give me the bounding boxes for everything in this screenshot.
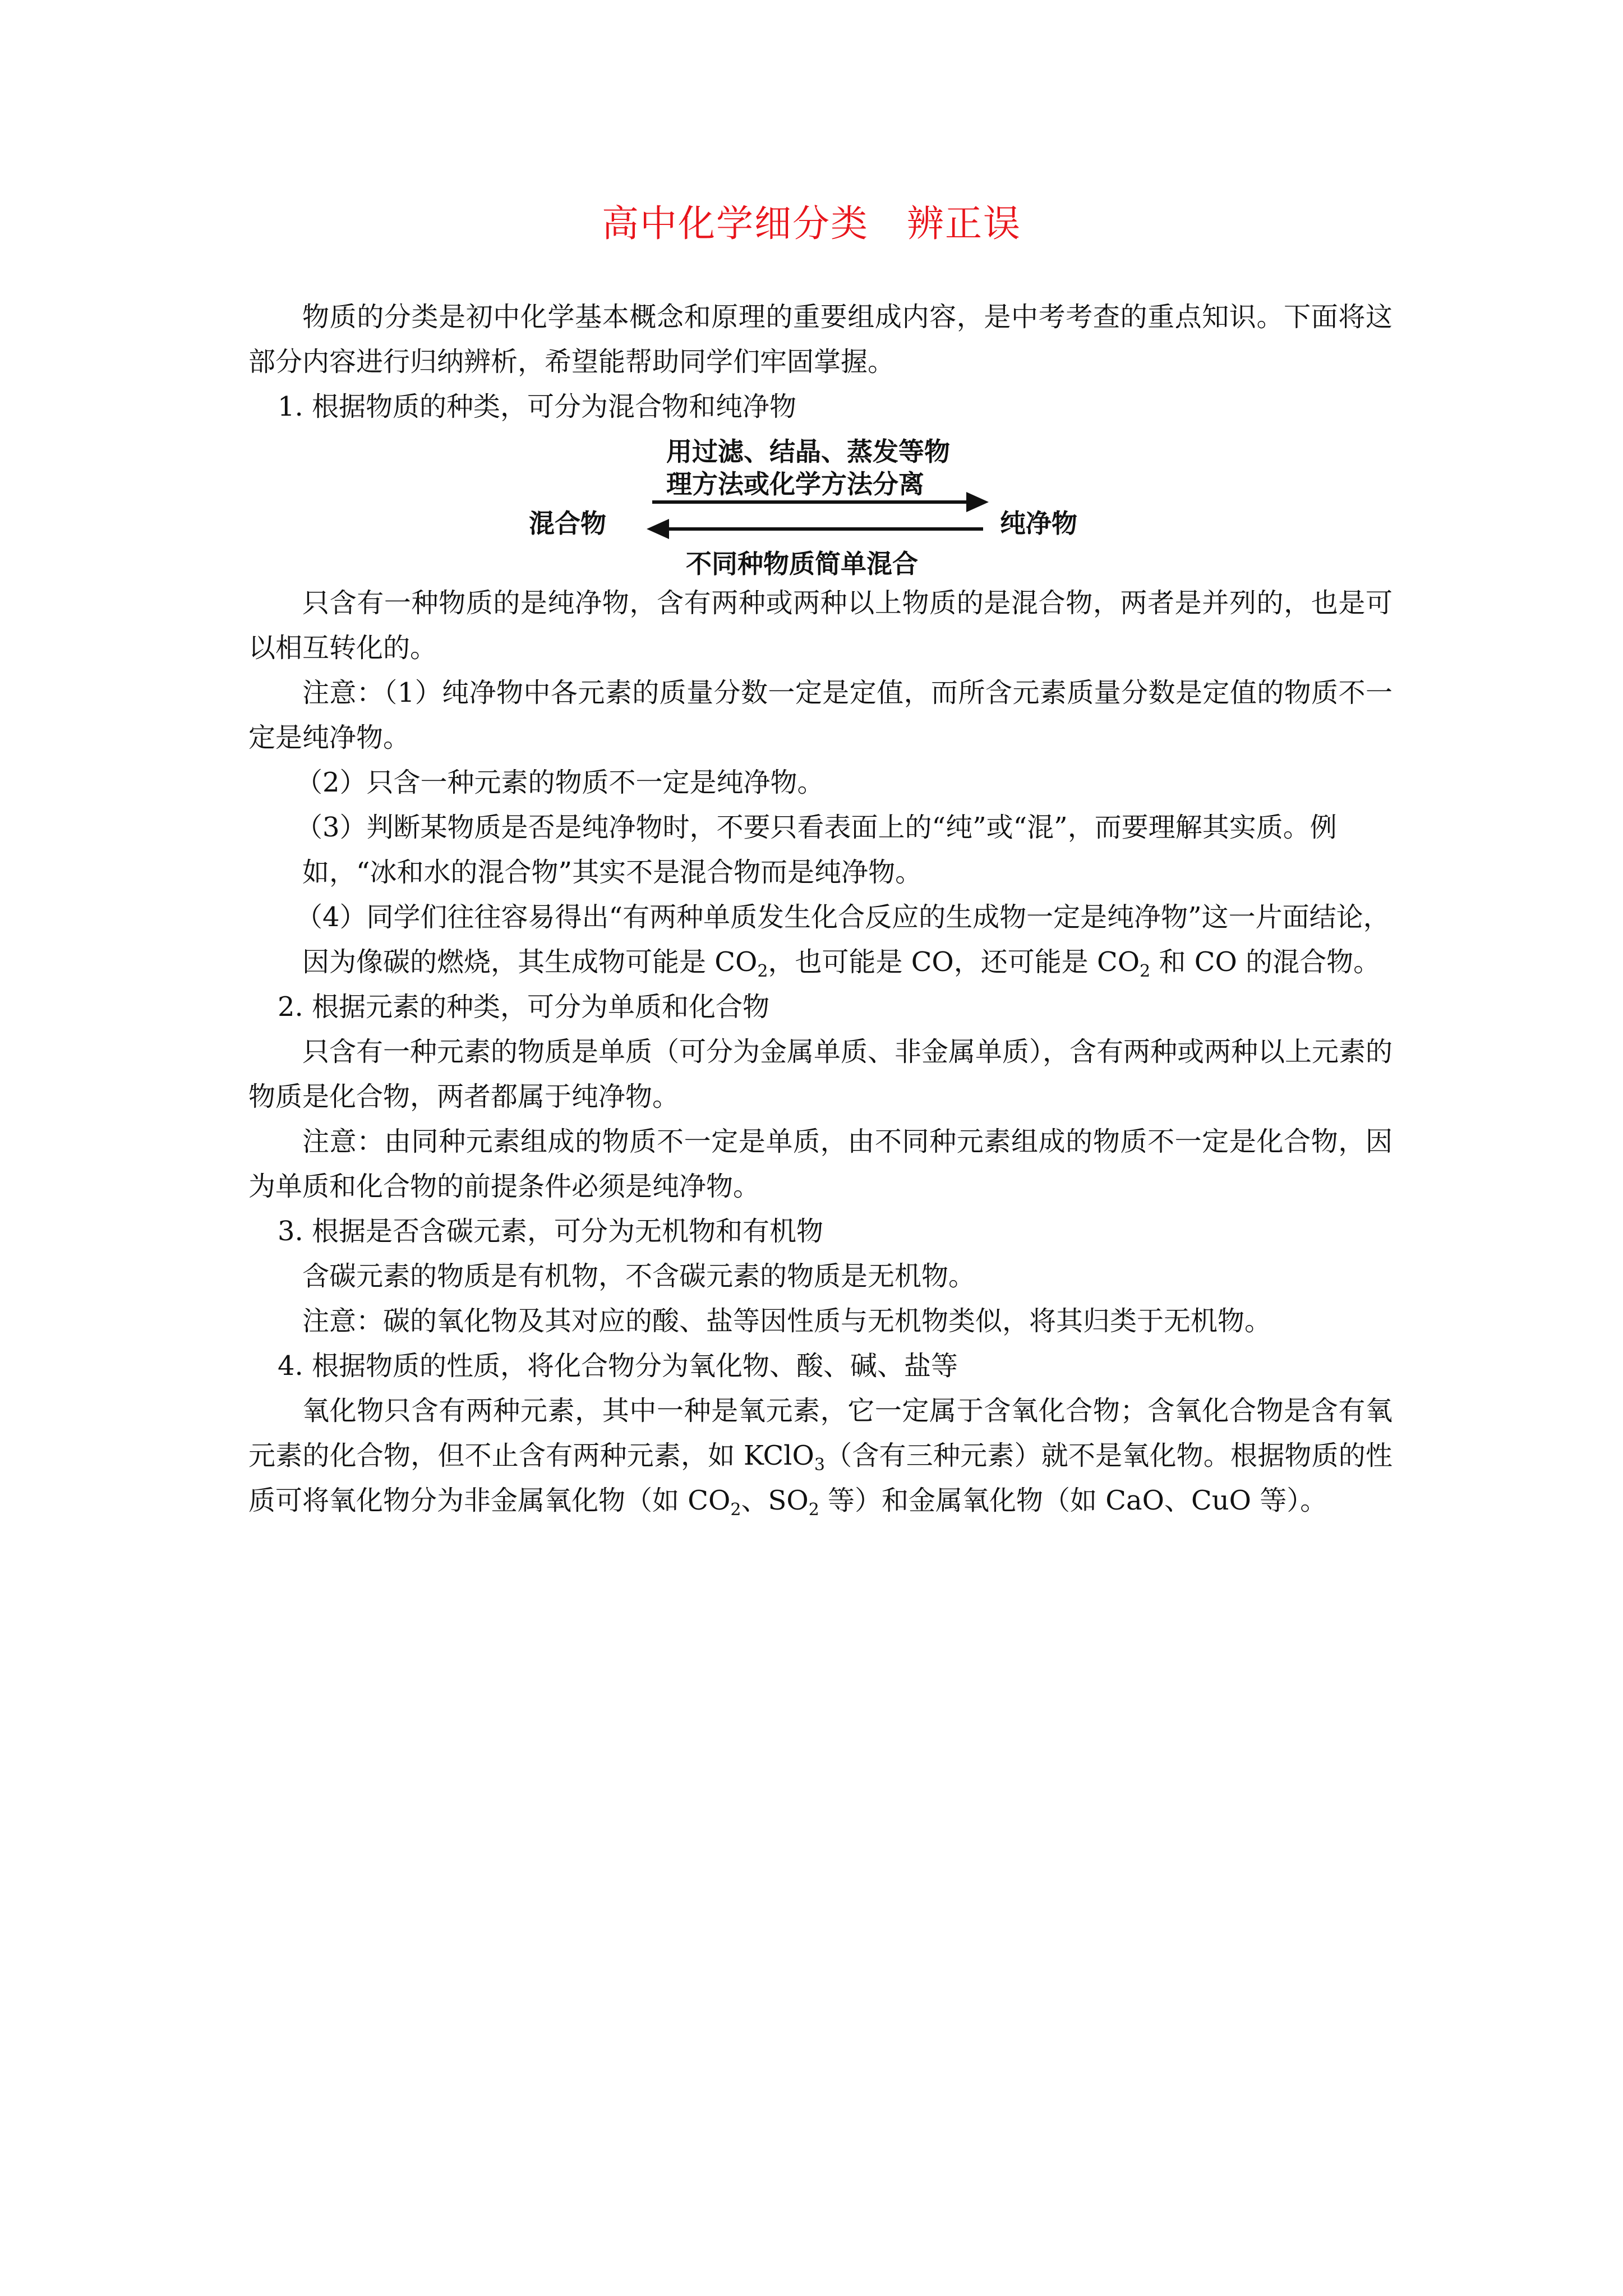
s4-text-d: 等）和金属氧化物（如 CaO、CuO 等）。 bbox=[819, 1485, 1327, 1516]
section1-note4 bbox=[248, 895, 1393, 984]
forward-arrow-head bbox=[966, 492, 989, 512]
reverse-arrow-head bbox=[647, 519, 669, 539]
diagram-bottom-label: 不同种物质简单混合 bbox=[686, 549, 918, 579]
section3-heading: 3. 根据是否含碳元素，可分为无机物和有机物 bbox=[278, 1216, 824, 1247]
diagram-right-label: 纯净物 bbox=[1000, 508, 1077, 539]
note4-subscript-2: 2 bbox=[1140, 961, 1151, 981]
note4-text-b: ，也可能是 CO，还可能是 CO bbox=[768, 946, 1140, 978]
s4-text-c: 、SO bbox=[741, 1485, 809, 1516]
document-body bbox=[248, 295, 1393, 1523]
page-title: 高中化学细分类 辨正误 bbox=[602, 202, 1021, 245]
intro-paragraph: 物质的分类是初中化学基本概念和原理的重要组成内容，是中考考查的重点知识。下面将这部分内容进行归纳辨析，希望能帮助同学们牢固掌握。 bbox=[248, 301, 1393, 378]
s4-subscript-3: 2 bbox=[808, 1500, 819, 1520]
section1-note1: 注意：（1）纯净物中各元素的质量分数一定是定值，而所含元素质量分数是定值的物质不一定是纯净物。 bbox=[248, 677, 1393, 753]
diagram-left-label: 混合物 bbox=[529, 508, 606, 539]
section4-paragraph bbox=[248, 1388, 1393, 1523]
section4-heading: 4. 根据物质的性质，将化合物分为氧化物、酸、碱、盐等 bbox=[278, 1350, 958, 1382]
note4-subscript-1: 2 bbox=[757, 961, 768, 981]
s4-text-a: 氧化物只含有两种元素，其中一种是氧元素，它一定属于含氧化合物；含氧化合物是含有氧元素的化合物，但不止含有两种元素，如 KClO bbox=[248, 1395, 1393, 1471]
s4-subscript-2: 2 bbox=[730, 1500, 741, 1520]
section1-note2: （2）只含一种元素的物质不一定是纯净物。 bbox=[296, 767, 824, 798]
mixture-pure-substance-diagram bbox=[248, 429, 1393, 581]
section1-paragraph: 只含有一种物质的是纯净物，含有两种或两种以上物质的是混合物，两者是并列的，也是可以相互转化的。 bbox=[248, 587, 1393, 664]
note4-text-a: （4）同学们往往容易得出“有两种单质发生化合反应的生成物一定是纯净物”这一片面结论，因为像碳的燃烧，其生成物可能是 CO bbox=[296, 901, 1390, 978]
section1-heading: 1. 根据物质的种类，可分为混合物和纯净物 bbox=[278, 391, 797, 422]
section2-paragraph: 只含有一种元素的物质是单质（可分为金属单质、非金属单质），含有两种或两种以上元素的物质是化合物，两者都属于纯净物。 bbox=[248, 1036, 1393, 1112]
diagram-top-line1: 用过滤、结晶、蒸发等物 bbox=[666, 436, 950, 467]
s4-text-b: （含有三种元素）就不是氧化物。根据物质的性质可将氧化物分为非金属氧化物（如 CO bbox=[248, 1440, 1393, 1516]
section1-note3: （3）判断某物质是否是纯净物时，不要只看表面上的“纯”或“混”，而要理解其实质。例如，“冰和水的混合物”其实不是混合物而是纯净物。 bbox=[296, 812, 1337, 888]
section3-note: 注意：碳的氧化物及其对应的酸、盐等因性质与无机物类似，将其归类于无机物。 bbox=[302, 1305, 1272, 1337]
section2-note: 注意：由同种元素组成的物质不一定是单质，由不同种元素组成的物质不一定是化合物，因为单质和化合物的前提条件必须是纯净物。 bbox=[248, 1126, 1393, 1202]
note4-text-c: 和 CO 的混合物。 bbox=[1150, 946, 1381, 978]
diagram-top-line2: 理方法或化学方法分离 bbox=[666, 469, 924, 499]
section3-paragraph: 含碳元素的物质是有机物，不含碳元素的物质是无机物。 bbox=[302, 1260, 976, 1292]
s4-subscript-1: 3 bbox=[814, 1455, 825, 1475]
section2-heading: 2. 根据元素的种类，可分为单质和化合物 bbox=[278, 991, 770, 1023]
